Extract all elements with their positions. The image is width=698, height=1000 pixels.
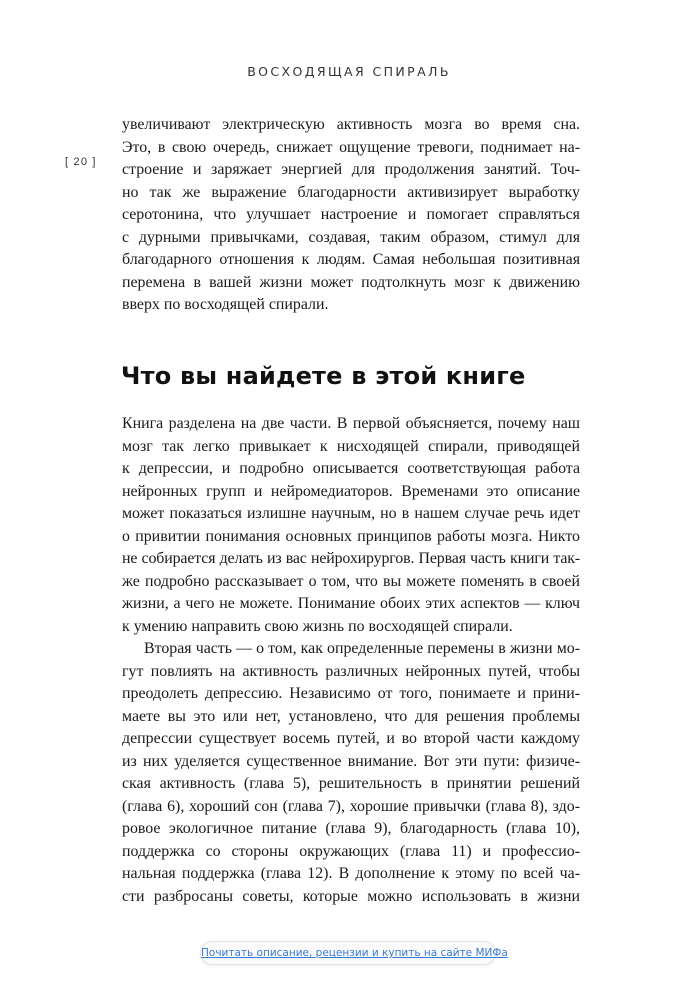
text-line: благодарного отношения к людям. Самая небольшая позитивная bbox=[122, 251, 580, 268]
text-line: ская активность (глава 5), решительность в принятии решений bbox=[122, 775, 580, 792]
text-line: строение и заряжает энергией для продолжения занятий. Точ- bbox=[122, 161, 580, 178]
text-line: сти разбросаны советы, которые можно использовать в жизни bbox=[122, 887, 580, 905]
text-line: Вторая часть — о том, как определенные перемены в жизни мо- bbox=[144, 640, 580, 657]
body-paragraph-book-structure bbox=[122, 413, 580, 638]
body-text-main bbox=[122, 413, 580, 908]
text-line: но так же выражение благодарности активизирует выработку bbox=[122, 183, 580, 201]
page-number: [ 20 ] bbox=[65, 156, 97, 168]
text-line: депрессии существует восемь путей, и во второй части каждому bbox=[122, 730, 580, 747]
text-line: маете вы это или нет, установлено, что для решения проблемы bbox=[122, 707, 580, 725]
section-heading: Что вы найдете в этой книге bbox=[121, 362, 526, 390]
text-line: не собирается делать из вас нейрохирургов. Первая часть книги так- bbox=[122, 550, 580, 567]
store-link-button[interactable]: Почитать описание, рецензии и купить на сайте МИФа bbox=[200, 941, 496, 965]
text-line: к умению направить свою жизнь по восходящей спирали. bbox=[122, 617, 513, 635]
text-line: с дурными привычками, создавая, таким образом, стимул для bbox=[122, 228, 580, 246]
text-line: нейронных групп и нейромедиаторов. Временами это описание bbox=[122, 482, 580, 500]
text-line: серотонина, что улучшает настроение и помогает справляться bbox=[122, 206, 580, 223]
text-line: жизни, а чего не можете. Понимание обоих этих аспектов — ключ bbox=[122, 595, 580, 612]
text-line: вверх по восходящей спирали. bbox=[122, 296, 329, 313]
text-line: из них уделяется существенное внимание. Вот эти пути: физиче- bbox=[122, 752, 580, 770]
body-paragraph-second-part bbox=[122, 638, 580, 908]
text-line: преодолеть депрессию. Независимо от того, понимаете и прини- bbox=[122, 685, 580, 702]
text-line: о привитии понимания основных принципов работы мозга. Никто bbox=[122, 527, 580, 545]
body-paragraph-intro bbox=[122, 114, 580, 317]
text-line: гут повлиять на активность различных нейронных путей, чтобы bbox=[122, 662, 580, 680]
text-line: (глава 6), хороший сон (глава 7), хорошие привычки (глава 8), здо- bbox=[122, 797, 580, 815]
text-line: может показаться излишне научным, но в нашем случае речь идет bbox=[122, 505, 580, 522]
text-line: мозг так легко привыкает к нисходящей спирали, приводящей bbox=[122, 437, 580, 455]
text-line: перемена в вашей жизни может подтолкнуть мозг к движению bbox=[122, 273, 580, 291]
text-line: Это, в свою очередь, снижает ощущение тревоги, поднимает на- bbox=[122, 138, 580, 156]
text-line: ровое экологичное питание (глава 9), благодарность (глава 10), bbox=[122, 820, 580, 837]
text-line: поддержка со стороны окружающих (глава 11) и профессио- bbox=[122, 842, 580, 860]
running-head-title: ВОСХОДЯЩАЯ СПИРАЛЬ bbox=[247, 64, 451, 79]
text-line: к депрессии, и подробно описывается соответствующая работа bbox=[122, 460, 580, 477]
text-line: же подробно рассказывает о том, что вы можете поменять в своей bbox=[122, 572, 580, 590]
text-line: нальная поддержка (глава 12). В дополнение к этому по всей ча- bbox=[122, 865, 580, 882]
text-line: Книга разделена на две части. В первой объясняется, почему наш bbox=[122, 415, 580, 432]
text-line: увеличивают электрическую активность мозга во время сна. bbox=[122, 116, 580, 133]
